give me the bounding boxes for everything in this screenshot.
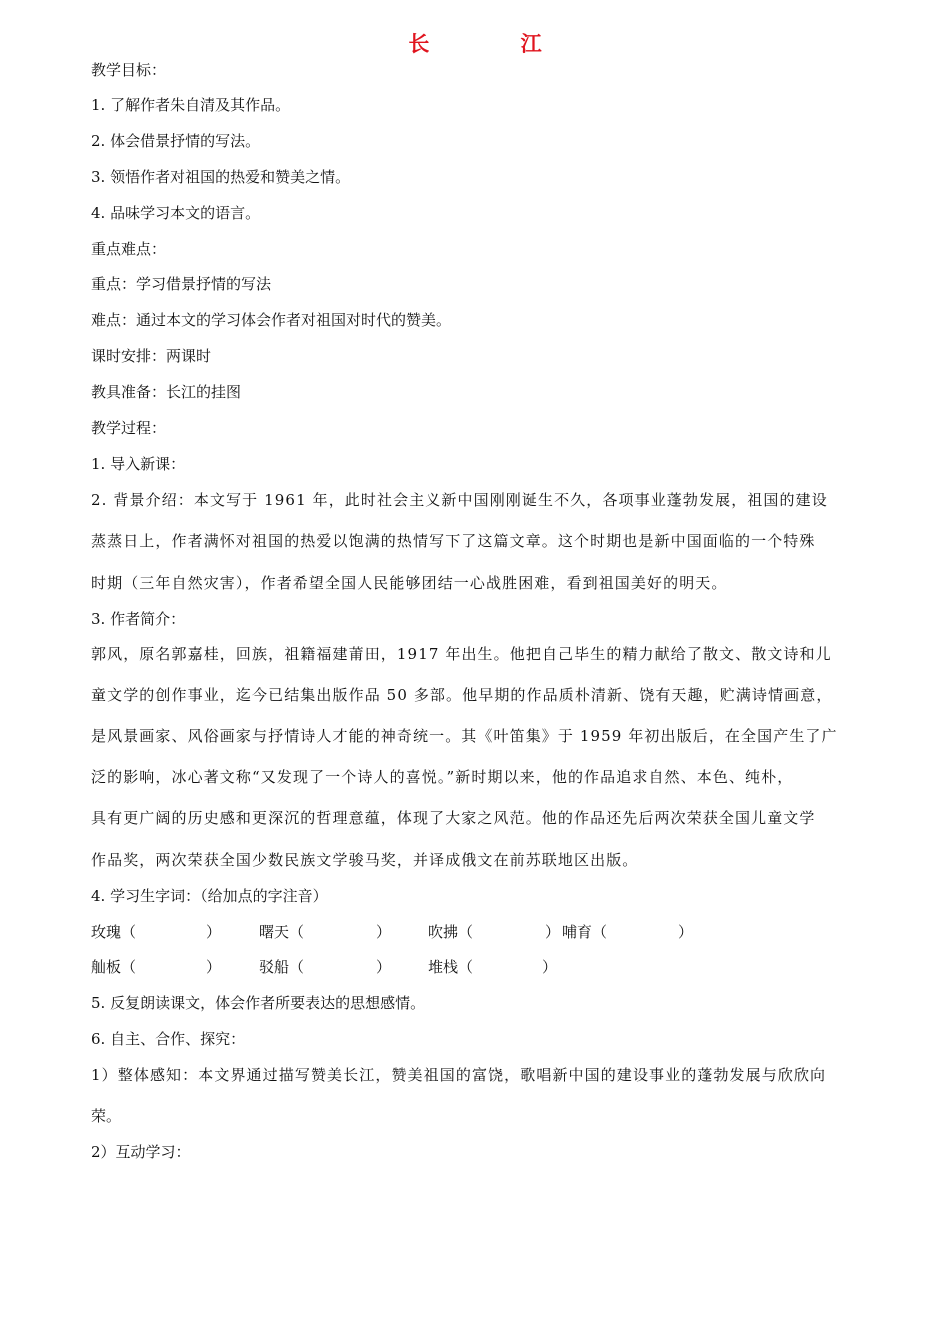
overview-paragraph-line: 荣。 bbox=[91, 1107, 122, 1125]
background-paragraph-line: 蒸蒸日上，作者满怀对祖国的热爱以饱满的热情写下了这篇文章。这个时期也是新中国面临的一个特殊 bbox=[91, 532, 816, 550]
vocab-close-paren: ） bbox=[376, 923, 392, 941]
process-step: 1. 导入新课： bbox=[91, 455, 186, 473]
author-paragraph-line: 作品奖，两次荣获全国少数民族文学骏马奖，并译成俄文在前苏联地区出版。 bbox=[91, 851, 639, 869]
vocab-close-paren: ） bbox=[678, 923, 694, 941]
process-step: 4. 学习生字词：（给加点的字注音） bbox=[91, 887, 328, 905]
difficult-point-line: 难点：通过本文的学习体会作者对祖国对时代的赞美。 bbox=[91, 311, 452, 329]
vocab-word: 曙天（ bbox=[259, 923, 305, 941]
section-heading-process: 教学过程： bbox=[91, 419, 167, 437]
objective-item: 1. 了解作者朱自清及其作品。 bbox=[91, 96, 291, 114]
materials-line: 教具准备：长江的挂图 bbox=[91, 383, 242, 401]
author-paragraph-line: 童文学的创作事业，迄今已结集出版作品 50 多部。他早期的作品质朴清新、饶有天趣，贮满诗情画意， bbox=[91, 686, 833, 704]
vocab-word: 玫瑰（ bbox=[91, 923, 137, 941]
objective-item: 2. 体会借景抒情的写法。 bbox=[91, 132, 261, 150]
vocab-close-paren: ） bbox=[206, 923, 222, 941]
vocab-word: 堆栈（ bbox=[428, 958, 474, 976]
section-heading-key-points: 重点难点： bbox=[91, 240, 167, 258]
vocab-close-paren: ） bbox=[545, 923, 561, 941]
author-paragraph-line: 郭风，原名郭嘉桂，回族，祖籍福建莆田，1917 年出生。他把自己毕生的精力献给了散文、散文诗和儿 bbox=[91, 645, 832, 663]
process-step: 3. 作者简介： bbox=[91, 610, 186, 628]
document-title: 长 江 bbox=[408, 32, 584, 56]
overview-paragraph-line: 1）整体感知：本文界通过描写赞美长江，赞美祖国的富饶，歌唱新中国的建设事业的蓬勃发展与欣欣向 bbox=[91, 1066, 827, 1084]
vocab-word: 吹拂（ bbox=[428, 923, 474, 941]
schedule-line: 课时安排：两课时 bbox=[91, 347, 212, 365]
background-paragraph-line: 时期（三年自然灾害），作者希望全国人民能够团结一心战胜困难，看到祖国美好的明天。 bbox=[91, 574, 728, 592]
vocab-word: 哺育（ bbox=[562, 923, 608, 941]
vocab-close-paren: ） bbox=[376, 958, 392, 976]
vocab-word: 驳船（ bbox=[259, 958, 305, 976]
section-heading-objectives: 教学目标： bbox=[91, 61, 167, 79]
vocab-close-paren: ） bbox=[542, 958, 558, 976]
vocab-word: 舢板（ bbox=[91, 958, 137, 976]
background-paragraph-line: 2. 背景介绍：本文写于 1961 年，此时社会主义新中国刚刚诞生不久，各项事业蓬勃发展，祖国的建设 bbox=[91, 491, 828, 509]
process-step: 5. 反复朗读课文，体会作者所要表达的思想感情。 bbox=[91, 994, 426, 1012]
vocab-close-paren: ） bbox=[206, 958, 222, 976]
interactive-study-heading: 2）互动学习： bbox=[91, 1143, 191, 1161]
objective-item: 4. 品味学习本文的语言。 bbox=[91, 204, 261, 222]
author-paragraph-line: 泛的影响，冰心著文称“又发现了一个诗人的喜悦。”新时期以来，他的作品追求自然、本色、纯朴， bbox=[91, 768, 794, 786]
key-point-line: 重点：学习借景抒情的写法 bbox=[91, 275, 272, 293]
process-step: 6. 自主、合作、探究： bbox=[91, 1030, 246, 1048]
objective-item: 3. 领悟作者对祖国的热爱和赞美之情。 bbox=[91, 168, 351, 186]
author-paragraph-line: 是风景画家、风俗画家与抒情诗人才能的神奇统一。其《叶笛集》于 1959 年初出版后，在全国产生了广 bbox=[91, 727, 838, 745]
author-paragraph-line: 具有更广阔的历史感和更深沉的哲理意蕴，体现了大家之风范。他的作品还先后两次荣获全国儿童文学 bbox=[91, 809, 816, 827]
